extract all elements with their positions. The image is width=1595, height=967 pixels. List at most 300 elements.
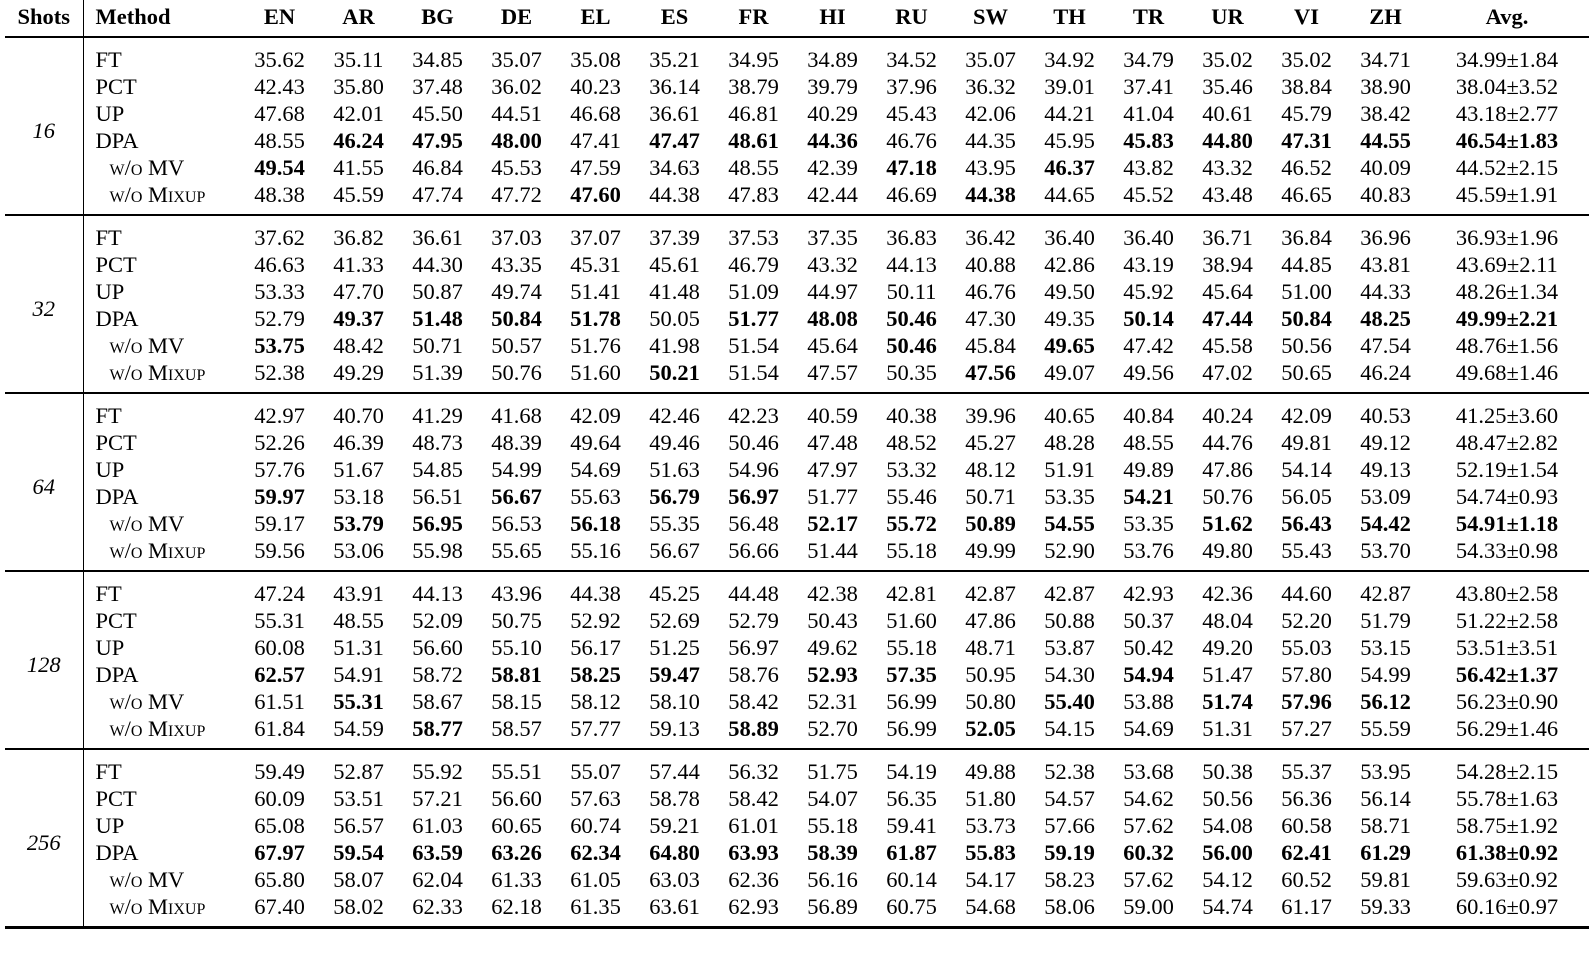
value-cell-tr: 34.79 [1123,47,1174,72]
value-cell-fr: 54.96 [728,457,779,482]
value-cell-zh: 38.90 [1360,74,1411,99]
value-cell-bg: 56.51 [412,484,463,509]
value-cell-hi: 44.97 [807,279,858,304]
method-cell: FT [95,759,122,784]
value-cell-el: 61.05 [570,867,621,892]
value-cell-tr: 42.93 [1123,581,1174,606]
value-cell-zh: 59.81 [1360,867,1411,892]
value-cell-el: 52.92 [570,608,621,633]
value-cell-vi: 46.52 [1281,155,1332,180]
value-cell-vi: 50.84 [1281,306,1332,331]
value-cell-sw: 46.76 [965,279,1016,304]
value-cell-th: 50.88 [1044,608,1095,633]
avg-cell: 36.93±1.96 [1455,225,1559,250]
value-cell-ur: 45.64 [1202,279,1253,304]
value-cell-el: 54.69 [570,457,621,482]
value-cell-fr: 52.79 [728,608,779,633]
value-cell-sw: 47.86 [965,608,1016,633]
value-cell-es: 51.63 [649,457,700,482]
value-cell-tr: 54.69 [1123,716,1174,741]
value-cell-hi: 47.57 [807,360,858,385]
value-cell-bg: 34.85 [412,47,463,72]
method-cell: DPA [95,128,139,153]
value-cell-de: 50.75 [491,608,542,633]
value-cell-ar: 49.37 [333,306,384,331]
value-cell-en: 52.26 [254,430,305,455]
value-cell-bg: 44.30 [412,252,463,277]
value-cell-en: 59.17 [254,511,305,536]
table-row [5,661,1589,688]
value-cell-sw: 44.35 [965,128,1016,153]
value-cell-bg: 41.29 [412,403,463,428]
header-row [5,0,1589,37]
value-cell-es: 55.35 [649,511,700,536]
value-cell-th: 40.65 [1044,403,1095,428]
value-cell-th: 42.87 [1044,581,1095,606]
value-cell-zh: 48.25 [1360,306,1411,331]
value-cell-bg: 48.73 [412,430,463,455]
value-cell-ar: 40.70 [333,403,384,428]
value-cell-sw: 43.95 [965,155,1016,180]
value-cell-hi: 52.17 [807,511,858,536]
value-cell-es: 56.79 [649,484,700,509]
value-cell-bg: 56.95 [412,511,463,536]
value-cell-es: 57.44 [649,759,700,784]
value-cell-ar: 54.59 [333,716,384,741]
value-cell-es: 59.21 [649,813,700,838]
value-cell-el: 44.38 [570,581,621,606]
value-cell-de: 35.07 [491,47,542,72]
value-cell-ru: 50.35 [886,360,937,385]
method-cell: w/o MV [109,511,185,536]
value-cell-ur: 42.36 [1202,581,1253,606]
value-cell-zh: 56.12 [1360,689,1411,714]
value-cell-ru: 44.13 [886,252,937,277]
value-cell-ru: 46.69 [886,182,937,207]
value-cell-ar: 58.02 [333,894,384,919]
avg-cell: 56.23±0.90 [1455,689,1559,714]
value-cell-tr: 53.88 [1123,689,1174,714]
value-cell-el: 47.60 [570,182,621,207]
value-cell-ru: 60.14 [886,867,937,892]
value-cell-tr: 37.41 [1123,74,1174,99]
value-cell-sw: 49.99 [965,538,1016,563]
value-cell-hi: 50.43 [807,608,858,633]
method-cell: DPA [95,662,139,687]
value-cell-el: 51.41 [570,279,621,304]
value-cell-bg: 63.59 [412,840,463,865]
value-cell-bg: 54.85 [412,457,463,482]
value-cell-ru: 48.52 [886,430,937,455]
value-cell-el: 58.25 [570,662,621,687]
value-cell-zh: 59.33 [1360,894,1411,919]
value-cell-zh: 53.70 [1360,538,1411,563]
value-cell-hi: 45.64 [807,333,858,358]
value-cell-sw: 50.95 [965,662,1016,687]
value-cell-hi: 56.89 [807,894,858,919]
value-cell-ar: 52.87 [333,759,384,784]
value-cell-de: 50.57 [491,333,542,358]
value-cell-ar: 45.59 [333,182,384,207]
value-cell-th: 58.23 [1044,867,1095,892]
method-cell: PCT [95,430,137,455]
value-cell-en: 47.24 [254,581,305,606]
value-cell-en: 67.97 [254,840,305,865]
header-avg: Avg. [1485,3,1529,29]
value-cell-ar: 48.55 [333,608,384,633]
value-cell-de: 56.67 [491,484,542,509]
value-cell-es: 52.69 [649,608,700,633]
value-cell-en: 59.56 [254,538,305,563]
value-cell-tr: 53.68 [1123,759,1174,784]
value-cell-bg: 50.87 [412,279,463,304]
method-cell: UP [95,635,125,660]
value-cell-fr: 38.79 [728,74,779,99]
value-cell-ar: 58.07 [333,867,384,892]
avg-cell: 41.25±3.60 [1455,403,1559,428]
value-cell-fr: 62.93 [728,894,779,919]
value-cell-el: 62.34 [570,840,621,865]
value-cell-ru: 55.18 [886,635,937,660]
value-cell-th: 48.28 [1044,430,1095,455]
value-cell-sw: 36.32 [965,74,1016,99]
value-cell-hi: 51.75 [807,759,858,784]
value-cell-en: 62.57 [254,662,305,687]
value-cell-fr: 62.36 [728,867,779,892]
value-cell-es: 36.61 [649,101,700,126]
value-cell-fr: 51.77 [728,306,779,331]
avg-cell: 56.29±1.46 [1455,716,1559,741]
value-cell-ru: 42.81 [886,581,937,606]
shots-group-64 [5,393,1589,571]
value-cell-tr: 59.00 [1123,894,1174,919]
value-cell-zh: 36.96 [1360,225,1411,250]
value-cell-en: 53.33 [254,279,305,304]
value-cell-zh: 47.54 [1360,333,1411,358]
value-cell-sw: 50.80 [965,689,1016,714]
value-cell-th: 52.38 [1044,759,1095,784]
value-cell-en: 49.54 [254,155,305,180]
value-cell-th: 52.90 [1044,538,1095,563]
value-cell-en: 52.79 [254,306,305,331]
table-row [5,359,1589,393]
value-cell-ar: 53.06 [333,538,384,563]
value-cell-ur: 54.12 [1202,867,1253,892]
value-cell-th: 59.19 [1044,840,1095,865]
value-cell-el: 51.76 [570,333,621,358]
value-cell-es: 34.63 [649,155,700,180]
value-cell-fr: 48.55 [728,155,779,180]
header-lang-zh: ZH [1369,3,1402,29]
value-cell-fr: 42.23 [728,403,779,428]
value-cell-el: 47.41 [570,128,621,153]
value-cell-sw: 48.12 [965,457,1016,482]
value-cell-hi: 54.07 [807,786,858,811]
value-cell-ar: 42.01 [333,101,384,126]
method-cell: w/o MV [109,867,185,892]
shots-group-32 [5,215,1589,393]
avg-cell: 49.99±2.21 [1455,306,1559,331]
avg-cell: 54.28±2.15 [1455,759,1559,784]
value-cell-vi: 38.84 [1281,74,1332,99]
header-lang-tr: TR [1132,3,1165,29]
value-cell-th: 54.30 [1044,662,1095,687]
value-cell-th: 53.35 [1044,484,1095,509]
value-cell-fr: 63.93 [728,840,779,865]
value-cell-zh: 43.81 [1360,252,1411,277]
value-cell-vi: 55.03 [1281,635,1332,660]
value-cell-ru: 46.76 [886,128,937,153]
value-cell-ru: 56.99 [886,689,937,714]
value-cell-tr: 54.21 [1123,484,1174,509]
value-cell-th: 49.35 [1044,306,1095,331]
table-row [5,537,1589,571]
value-cell-bg: 57.21 [412,786,463,811]
value-cell-ur: 38.94 [1202,252,1253,277]
table-row [5,332,1589,359]
value-cell-de: 43.96 [491,581,542,606]
value-cell-hi: 51.77 [807,484,858,509]
value-cell-ru: 54.19 [886,759,937,784]
table-row [5,839,1589,866]
value-cell-th: 54.55 [1044,511,1095,536]
value-cell-sw: 47.56 [965,360,1016,385]
value-cell-ur: 51.74 [1202,689,1253,714]
value-cell-el: 42.09 [570,403,621,428]
value-cell-sw: 36.42 [965,225,1016,250]
value-cell-vi: 42.09 [1281,403,1332,428]
method-cell: w/o Mixup [109,538,206,563]
avg-cell: 55.78±1.63 [1455,786,1559,811]
value-cell-de: 55.10 [491,635,542,660]
value-cell-es: 51.25 [649,635,700,660]
table-row [5,866,1589,893]
value-cell-es: 36.14 [649,74,700,99]
value-cell-ar: 36.82 [333,225,384,250]
value-cell-fr: 51.09 [728,279,779,304]
value-cell-bg: 44.13 [412,581,463,606]
value-cell-ru: 57.35 [886,662,937,687]
table-row [5,251,1589,278]
method-cell: DPA [95,840,139,865]
value-cell-en: 46.63 [254,252,305,277]
value-cell-tr: 53.76 [1123,538,1174,563]
value-cell-fr: 48.61 [728,128,779,153]
header-shots: Shots [5,0,83,37]
value-cell-bg: 55.98 [412,538,463,563]
value-cell-vi: 55.37 [1281,759,1332,784]
value-cell-es: 64.80 [649,840,700,865]
value-cell-fr: 56.32 [728,759,779,784]
method-cell: w/o MV [109,689,185,714]
value-cell-fr: 51.54 [728,360,779,385]
value-cell-zh: 55.59 [1360,716,1411,741]
value-cell-ar: 48.42 [333,333,384,358]
value-cell-de: 44.51 [491,101,542,126]
value-cell-ar: 53.51 [333,786,384,811]
value-cell-el: 49.64 [570,430,621,455]
value-cell-tr: 50.14 [1123,306,1174,331]
table-row [5,429,1589,456]
value-cell-en: 60.08 [254,635,305,660]
value-cell-de: 58.57 [491,716,542,741]
value-cell-hi: 48.08 [807,306,858,331]
avg-cell: 52.19±1.54 [1455,457,1559,482]
value-cell-ur: 43.48 [1202,182,1253,207]
value-cell-ur: 50.38 [1202,759,1253,784]
value-cell-vi: 57.96 [1281,689,1332,714]
value-cell-ur: 54.74 [1202,894,1253,919]
value-cell-sw: 49.88 [965,759,1016,784]
table-row [5,785,1589,812]
value-cell-en: 59.49 [254,759,305,784]
value-cell-de: 50.76 [491,360,542,385]
value-cell-vi: 35.02 [1281,47,1332,72]
value-cell-hi: 37.35 [807,225,858,250]
value-cell-tr: 40.84 [1123,403,1174,428]
table-row [5,37,1589,73]
table-row [5,393,1589,429]
value-cell-fr: 34.95 [728,47,779,72]
value-cell-de: 62.18 [491,894,542,919]
avg-cell: 46.54±1.83 [1455,128,1559,153]
value-cell-vi: 57.80 [1281,662,1332,687]
value-cell-ru: 53.32 [886,457,937,482]
value-cell-zh: 38.42 [1360,101,1411,126]
avg-cell: 43.69±2.11 [1456,252,1558,277]
method-cell: PCT [95,608,137,633]
value-cell-tr: 43.82 [1123,155,1174,180]
value-cell-de: 50.84 [491,306,542,331]
value-cell-fr: 47.83 [728,182,779,207]
value-cell-ar: 49.29 [333,360,384,385]
value-cell-bg: 55.92 [412,759,463,784]
value-cell-es: 45.25 [649,581,700,606]
value-cell-ar: 43.91 [333,581,384,606]
value-cell-ur: 50.56 [1202,786,1253,811]
value-cell-th: 46.37 [1044,155,1095,180]
value-cell-de: 58.81 [491,662,542,687]
value-cell-zh: 61.29 [1360,840,1411,865]
value-cell-ar: 53.18 [333,484,384,509]
value-cell-ar: 41.55 [333,155,384,180]
value-cell-en: 47.68 [254,101,305,126]
table-row [5,181,1589,215]
value-cell-bg: 36.61 [412,225,463,250]
value-cell-hi: 42.44 [807,182,858,207]
value-cell-zh: 56.14 [1360,786,1411,811]
value-cell-sw: 45.84 [965,333,1016,358]
avg-cell: 43.18±2.77 [1455,101,1559,126]
value-cell-de: 56.53 [491,511,542,536]
value-cell-zh: 49.13 [1360,457,1411,482]
value-cell-zh: 54.99 [1360,662,1411,687]
value-cell-de: 54.99 [491,457,542,482]
table-row [5,607,1589,634]
header-lang-vi: VI [1293,3,1319,29]
value-cell-es: 63.61 [649,894,700,919]
value-cell-fr: 56.48 [728,511,779,536]
value-cell-th: 45.95 [1044,128,1095,153]
value-cell-es: 56.67 [649,538,700,563]
value-cell-en: 65.08 [254,813,305,838]
value-cell-el: 56.17 [570,635,621,660]
value-cell-bg: 62.33 [412,894,463,919]
value-cell-th: 58.06 [1044,894,1095,919]
value-cell-en: 67.40 [254,894,305,919]
value-cell-ur: 54.08 [1202,813,1253,838]
value-cell-ru: 56.99 [886,716,937,741]
value-cell-sw: 35.07 [965,47,1016,72]
value-cell-sw: 55.83 [965,840,1016,865]
value-cell-sw: 53.73 [965,813,1016,838]
value-cell-de: 43.35 [491,252,542,277]
value-cell-es: 58.78 [649,786,700,811]
value-cell-sw: 40.88 [965,252,1016,277]
avg-cell: 48.26±1.34 [1455,279,1559,304]
value-cell-de: 58.15 [491,689,542,714]
value-cell-sw: 42.06 [965,101,1016,126]
value-cell-hi: 44.36 [807,128,858,153]
value-cell-es: 63.03 [649,867,700,892]
value-cell-bg: 61.03 [412,813,463,838]
table-row [5,215,1589,251]
value-cell-de: 48.00 [491,128,542,153]
value-cell-th: 36.40 [1044,225,1095,250]
method-cell: PCT [95,786,137,811]
table-row [5,127,1589,154]
value-cell-el: 56.18 [570,511,621,536]
value-cell-sw: 48.71 [965,635,1016,660]
value-cell-bg: 58.67 [412,689,463,714]
value-cell-ur: 48.04 [1202,608,1253,633]
value-cell-bg: 51.39 [412,360,463,385]
shots-cell: 64 [5,393,83,571]
value-cell-vi: 36.84 [1281,225,1332,250]
table-row [5,483,1589,510]
value-cell-tr: 43.19 [1123,252,1174,277]
value-cell-hi: 58.39 [807,840,858,865]
value-cell-bg: 50.71 [412,333,463,358]
value-cell-en: 65.80 [254,867,305,892]
value-cell-ur: 44.76 [1202,430,1253,455]
value-cell-vi: 54.14 [1281,457,1332,482]
method-cell: w/o MV [109,155,185,180]
value-cell-hi: 47.48 [807,430,858,455]
value-cell-hi: 42.39 [807,155,858,180]
method-cell: DPA [95,484,139,509]
value-cell-th: 44.21 [1044,101,1095,126]
value-cell-el: 40.23 [570,74,621,99]
value-cell-ar: 46.24 [333,128,384,153]
avg-cell: 49.68±1.46 [1455,360,1559,385]
value-cell-sw: 54.17 [965,867,1016,892]
value-cell-tr: 57.62 [1123,867,1174,892]
table-row [5,100,1589,127]
value-cell-ru: 55.18 [886,538,937,563]
value-cell-ru: 34.52 [886,47,937,72]
value-cell-hi: 56.16 [807,867,858,892]
value-cell-fr: 50.46 [728,430,779,455]
table-row [5,571,1589,607]
value-cell-sw: 44.38 [965,182,1016,207]
value-cell-es: 59.13 [649,716,700,741]
method-cell: PCT [95,74,137,99]
value-cell-en: 35.62 [254,47,305,72]
value-cell-es: 42.46 [649,403,700,428]
value-cell-hi: 52.31 [807,689,858,714]
method-cell: PCT [95,252,137,277]
